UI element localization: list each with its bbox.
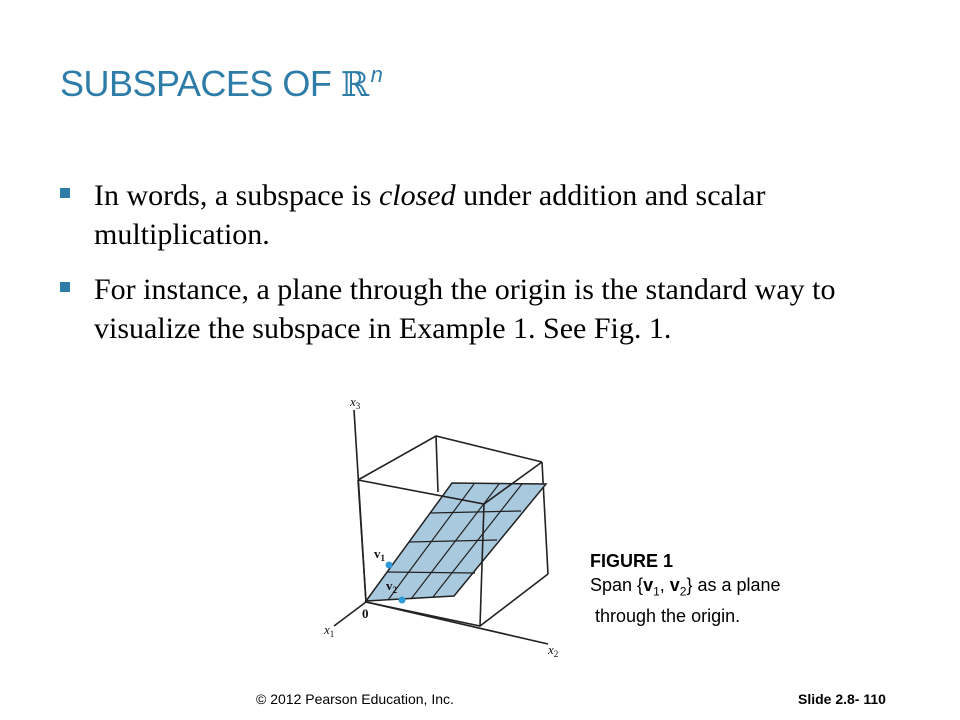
- v1-point: [386, 562, 393, 569]
- copyright-footer: © 2012 Pearson Education, Inc.: [256, 691, 454, 707]
- real-numbers-symbol: ℝ: [340, 65, 369, 105]
- x3-axis-label: $x_3$: [350, 394, 361, 411]
- x1-axis-label: $x_1$: [324, 622, 335, 639]
- bullet-list: [58, 176, 928, 364]
- origin-label: 0: [362, 606, 369, 621]
- figure-caption-line2: through the origin.: [595, 605, 741, 626]
- slide-title-text: SUBSPACES OF: [60, 63, 341, 104]
- figure-caption-label: FIGURE 1: [590, 551, 674, 571]
- bullet-item-closed: [58, 176, 928, 254]
- figure-plane-span: [310, 388, 580, 660]
- box-back-mid: [436, 436, 438, 492]
- bullet-text-1b: under addition and scalar multiplication.: [94, 179, 766, 251]
- slide-number: Slide 2.8- 110: [798, 691, 886, 707]
- title-superscript: n: [370, 62, 383, 87]
- box-back-right: [542, 462, 548, 574]
- bullet-item-plane: [58, 270, 928, 348]
- square-bullet-icon: [60, 188, 70, 198]
- figure-caption: [590, 549, 781, 628]
- bullet-text-2: For instance, a plane through the origin is the standard way to visualize the subspace in Example 1. See Fig. 1.: [94, 273, 836, 345]
- span-plane: [366, 483, 546, 601]
- bullet-text-1a: In words, a subspace is: [94, 179, 379, 212]
- bullet-emphasis-closed: closed: [378, 179, 456, 212]
- v2-label: $v_2$: [386, 578, 397, 595]
- box-back-top: [358, 436, 542, 480]
- x2-axis-label: $x_2$: [548, 642, 559, 659]
- v1-label: $v_1$: [374, 546, 385, 563]
- v2-point: [399, 597, 406, 604]
- slide-title: [60, 62, 382, 112]
- square-bullet-icon: [60, 282, 70, 292]
- box-left-vertical: [358, 480, 366, 602]
- figure-caption-line1: Span {$v_1$, $v_2$} as a plane: [590, 575, 781, 599]
